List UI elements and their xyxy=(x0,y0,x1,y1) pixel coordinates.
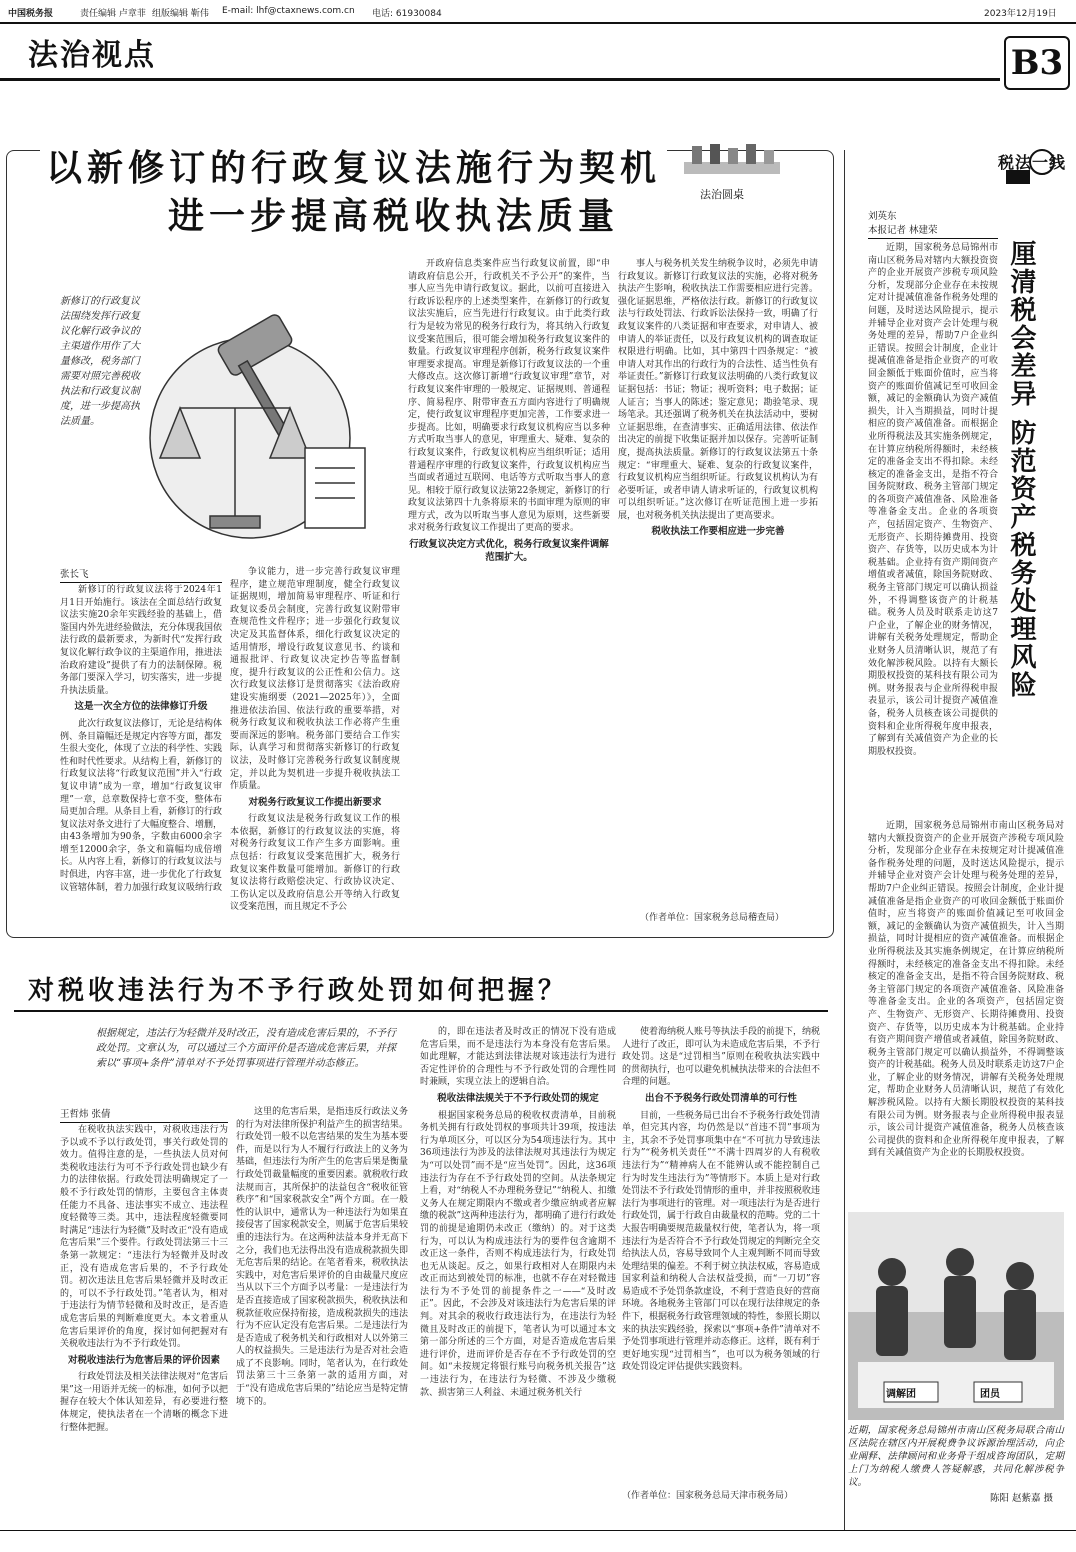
top-rule xyxy=(0,22,1076,24)
column-badge: 法治圆桌 xyxy=(700,188,744,201)
article2-col3: 的，即在违法者及时改正的情况下没有造成危害后果，而不是违法行为本身没有危害后果。如此理解，才能达到法律法规对该违法行为进行否定性评价的合理性与不予行政处罚的合理性同时兼顾，实现立法上的逻辑自洽。 税收法律法规关于不予行政处罚的规定 根据国家税务总局的税收权责清单，目前税务机关拥有行政处罚权的事项共计39项，按违法行为单项区分，可以区分为54项违法行为。其中36项违法行为涉及的法律法规对其违法行为规定为“可以处罚”而不是“应当处罚”。因此，这36项违法行为存在不予行政处罚的空间。从法条规定上看，对“纳税人不办理税务登记”“纳税人、扣缴义务人在规定期限内不缴或者少缴应纳或者应解缴的税款”这两种违法行为，都明确了进行行政处罚的前提是逾期仍未改正（缴纳）的。对于这类行为，可以认为构成违法行为的要件包含逾期不改正这一条件，否则不构成违法行为，行政处罚也无从谈起。反之，如果行政相对人在期限内未改正而达到被处罚的标准，也就不存在对轻微违法行为不予处罚的前提条件之一——“及时改正”。因此，不会涉及对该违法行为危害后果的评判。对其余的税收行政违法行为，在违法行为轻微且及时改正的前提下，笔者认为可以通过本文第一部分所述的三个方面，对是否造成危害后果进行评价，进而评价是否存在不予行政处罚的空间。如“未按规定将银行账号向税务机关报告”这一违法行为，在违法行为轻微、不涉及少缴税款、损害第三人利益、未通过税务机关行 xyxy=(420,1027,616,1398)
article2-rule xyxy=(14,1010,828,1012)
article1-col4: 事人与税务机关发生纳税争议时，必须先申请行政复议。新修订行政复议法的实施，必将对税务执法产生影响，税收执法工作需要相应进行完善。强化证据思维，严格依法行政。新修订的行政复议法与行政处罚法、行政诉讼法保持一致，明确了行政复议案件的八类证据和审查要求，对申请人、被申请人的举证责任，以及行政复议机构的调查取证权限进行明确。比如，其中第四十四条规定：“被申请人对其作出的行政行为的合法性、适当性负有举证责任。”新修订行政复议法明确的八类行政复议证据包括：书证；物证；视听资料；电子数据；证人证言；当事人的陈述；鉴定意见；勘验笔录、现场笔录。其还强调了税务机关在执法活动中，要树立证据思维，在查清事实、正确适用法律、依法作出决定的前提下收集证据并加以保存。完善听证制度，提高执法质量。新修订的行政复议法第五十条规定：“审理重大、疑难、复杂的行政复议案件，行政复议机构应当组织听证。行政复议机构认为有必要听证，或者申请人请求听证的，行政复议机构可以组织听证。”这次修订在听证范围上进一步拓展，也对税务机关执法提出了更高要求。 税收执法工作要相应进一步完善 xyxy=(618,259,818,538)
article2-signoff: （作者单位：国家税务总局天津市税务局） xyxy=(622,1491,794,1501)
article2-lead: 根据规定，违法行为轻微并及时改正，没有造成危害后果的，不予行政处罚。文章认为，可以通过三个方面评价是否造成危害后果，并探索以“事项+条件”清单对不予处罚事项进行管理并动态修正。 xyxy=(96,1028,396,1069)
sidebar-reporter: 本报记者 林建荣 xyxy=(868,222,998,239)
layout-credit: 组版编辑 靳伟 xyxy=(152,9,209,19)
section-title: 法治视点 xyxy=(28,38,156,73)
issue-date: 2023年12月19日 xyxy=(984,9,1057,19)
sidebar-author: 刘英东 xyxy=(868,211,897,222)
sidebar-body: 近期，国家税务总局锦州市南山区税务局对辖内大额投资资产的企业开展资产涉税专项风险分析，发现部分企业存在未按规定对计提减值准备作税务处理的问题，及时送达风险提示，提示并辅导企业对资产会计处理与税务处理的差异，帮助7户企业纠正错误。按照会计制度，企业计提减值准备是指企业资产的可收回金额低于账面价值时，应当将资产的账面价值减记至可收回金额，减记的金额确认为资产减值损失，计入当期损益，同时计提相应的资产减值准备。而根据企业所得税法及其实施条例规定，在计算应纳税所得额时，未经核定的准备金支出不得扣除。未经核定的准备金支出，是指不符合国务院财政、税务主管部门规定的各项资产减值准备、风险准备等准备金支出。企业的各项资产，包括固定资产、生物资产、无形资产、长期待摊费用、投资资产、存货等，以历史成本为计税基础。企业持有资产期间资产增值或者减值，除国务院财政、税务主管部门规定可以确认损益外，不得调整该资产的计税基础。税务人员及时联系走访这7户企业，了解企业的财务情况，讲解有关税务处理规定，帮助企业财务人员清晰认识，规范了有效化解涉税风险。以持有大额长期股权投资的某科技有限公司为例。财务报表与企业所得税申报表显示，该公司计提资产减值准备，税务人员核查该公司提供的资料和企业所得税年度申报表，了解到有关减值资产为企业的长期股权投资。 xyxy=(868,243,998,757)
sidebar-photo-caption: 近期，国家税务总局锦州市南山区税务局联合南山区法院在辖区内开展税费争议诉源治理活动，向企业阐释、法律顾问和业务骨干组成咨询团队，定期上门为纳税人缴费人答疑解惑，共同化解涉税争议。 xyxy=(848,1425,1064,1488)
article2-author: 王哲炜 张倩 xyxy=(60,1106,228,1123)
article2-top-space xyxy=(6,948,832,950)
sidebar-photo xyxy=(848,1212,1064,1420)
section-rule xyxy=(0,78,1000,81)
article1-intro: 新修订的行政复议法围绕发挥行政复议化解行政争议的主渠道作用作了大量修改，税务部门需要对照完善税收执法和行政复议制度，进一步提高执法质量。 xyxy=(60,296,140,427)
article1-headline-line1: 以新修订的行政复议法施行为契机 xyxy=(40,140,667,191)
phone: 电话: 61930084 xyxy=(372,9,442,19)
photo-sign-desk: 调解团 xyxy=(886,1389,916,1400)
article2-col4: 使着海纳税人账号等执法手段的前提下，纳税人进行了改正，即可认为未造成危害后果，不予行政处罚。这是“过罚相当”原则在税收执法实践中的贯彻执行，也可以避免机械执法带来的合法但不合理的问题。 出台不予税务行政处罚清单的可行性 目前，一些税务局已出台不予税务行政处罚清单，但完其内容，均仍然是以“首违不罚”事项为主，其余不予处罚事项集中在“不可抗力导致违法行为”“税务机关责任”“不满十四周岁的人有税收违法行为”“精神病人在不能辨认或不能控制自己行为时发生违法行为”等情形下。本质上是对行政处罚法不予行政处罚情形的重申，并非按照税收违法行为事项进行的管理。对一项违法行为是否进行行政处罚，属于行政自由裁量权的范畴。党的二十大报告明确要规范裁量权行使，笔者认为，将一项违法行为是否符合不予行政处罚规定的判断完全交给执法人员，容易导致同个人主观判断不同而导致处理结果的偏差。不利于树立执法权威，容易造成国家利益和纳税人合法权益受损，而“一刀切”容易造成不予处罚条款虚设，不利于营造良好的营商环境。各地税务主管部门可以在现行法律规定的条件下，根据税务行政管理领域的特性，参照长期以来的执法实践经验，探索以“事项+条件”清单对不予处罚事项进行管理并动态修正。这样，既有利于更好地实现“过罚相当”，也可以为税务领域的行政处罚设定评估提供实践资料。 xyxy=(622,1027,821,1373)
article2-headline: 对税收违法行为不予行政处罚如何把握？ xyxy=(28,976,569,1006)
article1-col2: 争议能力，进一步完善行政复议审理程序，建立规范审理制度，健全行政复议证据规则，增加简易审理程序、听证和行政复议委员会制度，完善行政复议附带审查规范性文件程序；进一步强化行政复议决定及其监督体系，细化行政复议决定的适用情形，增设行政复议意见书、约谈和通报批评、行政复议决定抄告等监督制度，提升行政复议的公正性和公信力。这次行政复议法修订是贯彻落实《法治政府建设实施纲要（2021—2025年）》，全面推进依法治国、依法行政的重要举措，对税务行政复议和税收执法工作必将产生重要而深远的影响。税务部门要结合工作实际，认真学习和贯彻落实新修订的行政复议法，及时修订完善税务行政复议制度规定，并以此为契机进一步提升税收执法工作质量。 对税务行政复议工作提出新要求 行政复议法是税务行政复议工作的根本依据，新修订的行政复议法的实施，将对税务行政复议工作产生多方面影响。重点包括：行政复议受案范围扩大，税务行政复议案件数量可能增加。新修订的行政复议法将行政赔偿决定、行政协议决定、工伤认定以及政府信息公开等纳入行政复议受案范围，而且规定不予公 xyxy=(230,567,400,913)
sidebar-body-continued: 近期，国家税务总局锦州市南山区税务局对辖内大额投资资产的企业开展资产涉税专项风险分析，发现部分企业存在未按规定对计提减值准备作税务处理的问题，及时送达风险提示，提示并辅导企业对资产会计处理与税务处理的差异，帮助7户企业纠正错误。按照会计制度，企业计提减值准备是指企业资产的可收回金额低于账面价值时，应当将资产的账面价值减记至可收回金额，减记的金额确认为资产减值损失，计入当期损益，同时计提相应的资产减值准备。而根据企业所得税法及其实施条例规定，在计算应纳税所得额时，未经核定的准备金支出不得扣除。未经核定的准备金支出，是指不符合国务院财政、税务主管部门规定的各项资产减值准备、风险准备等准备金支出。企业的各项资产，包括固定资产、生物资产、无形资产、长期待摊费用、投资资产、存货等，以历史成本为计税基础。企业持有资产期间资产增值或者减值，除国务院财政、税务主管部门规定可以确认损益外，不得调整该资产的计税基础。税务人员及时联系走访这7户企业，了解企业的财务情况，讲解有关税务处理规定，帮助企业财务人员清晰认识，规范了有效化解涉税风险。以持有大额长期股权投资的某科技有限公司为例。财务报表与企业所得税申报表显示，该公司计提资产减值准备，税务人员核查该公司提供的资料和企业所得税年度申报表，了解到有关减值资产为企业的长期股权投资。 xyxy=(868,821,1064,1159)
sidebar-photo-credit: 陈阳 赵紫嘉 摄 xyxy=(990,1493,1054,1504)
article1-col1: 新修订的行政复议法将于2024年1月1日开始施行。该法在全面总结行政复议法实施20余年实践经验的基础上，借鉴国内外先进经验做法，充分体现我国依法行政的最新要求，为新时代“发挥行政复议化解行政争议的主渠道作用，推进法治政府建设”提供了有力的法制保障。税务部门要深入学习，切实落实，进一步提升执法质量。 这是一次全方位的法律修订升级 此次行政复议法修订，无论是结构体例、条目篇幅还是规定内容等方面，都发生很大变化，体现了立法的科学性、实践性和时代性要求。从结构上看，新修订的行政复议法将“行政复议范围”并入“行政复议申请”成为一章，增加“行政复议审理”一章，总章数保持七章不变，整体布局更加合理。从条目上看，新修订的行政复议法对条文进行了大幅度整合、增删，由43条增加为90条，字数由6000余字增至12000余字，条文和篇幅均成倍增长。从内容上看，新修订的行政复议法与时俱进，内容丰富，进一步优化了行政复议管辖体制，着力加强行政复议吸纳行政 xyxy=(60,585,223,893)
editor-credit: 责任编辑 卢章菲 xyxy=(80,9,146,19)
photo-sign-member: 团员 xyxy=(980,1389,1000,1400)
article2-col1: 在税收执法实践中，对税收违法行为予以或不予以行政处罚，事关行政处罚的效力。值得注意的是，一些执法人员对何类税收违法行为可不予行政处罚也缺少有力的法律依据。行政处罚法明确规定了一般不予行政处罚的情形，主要包含主体责任能力不具备、违法事实不成立、违法程度轻微等三类。其中，违法程度轻微要同时满足“违法行为轻微”及时改正“没有造成危害后果”三个要件。行政处罚法第三十三条第一款规定：“违法行为轻微并及时改正，没有造成危害后果的，不予行政处罚。初次违法且危害后果轻微并及时改正的，可以不予行政处罚。”笔者认为，相对于违法行为情节轻微和及时改正，是否造成危害后果的判断难度更大。本文着重从危害后果评价的角度，探讨如何把握对有关税收违法行为不予行政处罚。 对税收违法行为危害后果的评价因素 行政处罚法及相关法律法规对“危害后果”这一用语并无统一的标准，如何予以把握存在较大个体认知差异，有必要进行整体规定，使执法者在一个清晰的概念下进行整体把握。 xyxy=(60,1125,228,1433)
column-logo-text: 税法一线 xyxy=(998,153,1067,172)
article1-col3: 开政府信息类案件应当行政复议前置，即“申请政府信息公开，行政机关不予公开”的案件，当事人应当先申请行政复议。据此，以前可直接进入行政诉讼程序的上述类型案件，在新修订的行政复议法实施后，应当先进行行政复议。由于此类行政行为是较为常见的税务行政行为，将其纳入行政复议受案范围后，很可能会增加税务行政复议案件的数量。行政复议审理程序创新，税务行政复议案件审理要求提高。审理是新修订行政复议法的一个重大修改点。这次修订新增“行政复议审理”章节，对行政复议案件审理的一般规定、证据规则、普通程序、简易程序、附带审查五方面内容进行了明确规定，使行政复议审理程序更加完善，工作要求进一步提高。比如，明确要求行政复议机构应当以多种方式听取当事人的意见，审理重大、疑难、复杂的行政复议案件，行政复议机构应当组织听证；适用普通程序审理的行政复议案件，行政复议机构应当当面或者通过互联网、电话等方式听取当事人的意见。相较于原行政复议法第22条规定，新修订的行政复议法第四十九条将原来的书面审理为原则的审理方式，改为以听取当事人意见为原则，这些新要求对税务行政复议工作提出了更高的要求。 行政复议决定方式优化，税务行政复议案件调解范围扩大。 xyxy=(408,259,610,563)
sidebar-title: 厘清税会差异 防范资产税务处理风险 xyxy=(1006,240,1036,700)
article1-author: 张长飞 xyxy=(60,566,222,583)
bottom-rule xyxy=(0,1530,1076,1531)
email[interactable]: E-mail: lhf@ctaxnews.com.cn xyxy=(222,6,355,16)
article1-signoff: （作者单位：国家税务总局稽查局） xyxy=(640,913,785,923)
article2-col2: 这里的危害后果，是指违反行政法义务的行为对法律所保护利益产生的损害结果。行政处罚一般不以危害结果的发生为基本要件，而是以行为人不履行行政法上的义务为基础，但违法行为所产生的危害后果是衡量行政处罚裁量幅度的重要因素。就税收行政法规而言，其所保护的法益包含“税收征管秩序”和“国家税款安全”两个方面。在一般性的认识中，通常认为一种违法行为如果直接侵害了国家税款安全，则属于危害后果较重的违法行为。在这两种法益本身并无高下之分，我们也无法得出没有造成税款损失即无危害后果的结论。在笔者看来，税收执法实践中，对危害后果评价的自由裁量尺度应当从以下三个方面予以考量：一是违法行为是否直接造成了国家税款损失，税收执法和税款征收应保持衔接，造成税款损失的违法行为不应认定没有危害后果。二是违法行为是否造成了税务机关和行政相对人以外第三人的权益损失。三是违法行为是否对社会造成了不良影响。同时，笔者认为，在行政处罚法第三十三条第一款的适用方面，对于“没有造成危害后果的”结论应当是特定情境下的。 xyxy=(236,1107,408,1407)
paper-name: 中国税务报 xyxy=(8,9,54,19)
article1-headline-line2: 进一步提高税收执法质量 xyxy=(168,196,620,237)
page-number: B3 xyxy=(1004,36,1070,90)
justice-illustration xyxy=(140,288,390,558)
